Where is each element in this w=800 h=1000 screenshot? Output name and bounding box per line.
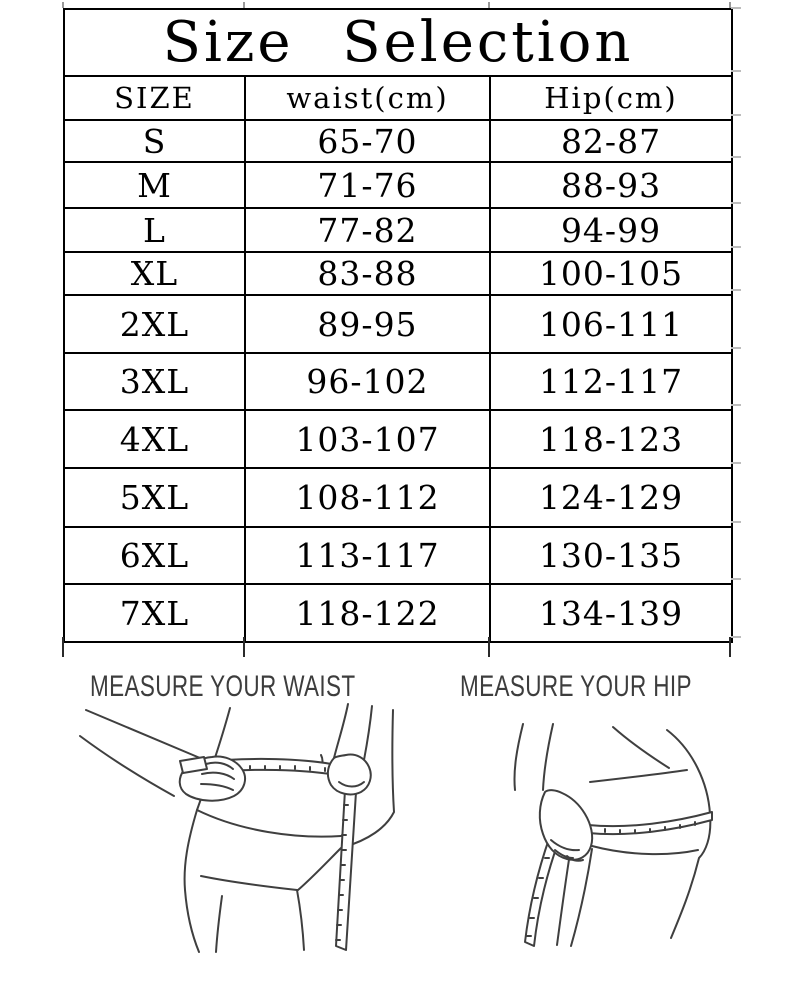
hip-cell: 88-93: [490, 162, 732, 208]
waist-cell: 118-122: [245, 584, 490, 642]
table-row: [64, 468, 732, 527]
table-row: [64, 527, 732, 584]
size-cell: L: [64, 208, 245, 252]
hip-caption: MEASURE YOUR HIP: [460, 670, 692, 703]
waist-cell: 96-102: [245, 353, 490, 410]
size-table: [63, 8, 733, 643]
col-header-size: SIZE: [64, 76, 245, 120]
hip-cell: 100-105: [490, 252, 732, 295]
waist-cell: 77-82: [245, 208, 490, 252]
waist-cell: 89-95: [245, 295, 490, 353]
table-row: [64, 584, 732, 642]
waist-measure-illustration: [80, 700, 430, 958]
size-cell: 7XL: [64, 584, 245, 642]
size-cell: 4XL: [64, 410, 245, 468]
right-hand: [328, 704, 372, 794]
waist-cell: 103-107: [245, 410, 490, 468]
hip-cell: 82-87: [490, 120, 732, 162]
hip-cell: 106-111: [490, 295, 732, 353]
hip-cell: 134-139: [490, 584, 732, 642]
page-title: Size Selection: [64, 9, 732, 76]
hip-cell: 118-123: [490, 410, 732, 468]
torso-outline: [185, 708, 394, 952]
table-row: [64, 295, 732, 353]
hip-cell: 94-99: [490, 208, 732, 252]
col-header-waist: waist(cm): [245, 76, 490, 120]
size-cell: 3XL: [64, 353, 245, 410]
table-row: [64, 410, 732, 468]
size-cell: 6XL: [64, 527, 245, 584]
table-row: [64, 208, 732, 252]
table-row: [64, 353, 732, 410]
table-row: [64, 162, 732, 208]
size-cell: M: [64, 162, 245, 208]
waist-cell: 83-88: [245, 252, 490, 295]
size-cell: 2XL: [64, 295, 245, 353]
size-cell: S: [64, 120, 245, 162]
table-header-row: [64, 76, 732, 120]
waist-caption: MEASURE YOUR WAIST: [90, 670, 356, 703]
hip-cell: 124-129: [490, 468, 732, 527]
size-cell: XL: [64, 252, 245, 295]
hip-cell: 130-135: [490, 527, 732, 584]
left-hand: [80, 710, 245, 801]
waist-cell: 113-117: [245, 527, 490, 584]
col-header-hip: Hip(cm): [490, 76, 732, 120]
table-row: [64, 252, 732, 295]
table-row: [64, 120, 732, 162]
size-cell: 5XL: [64, 468, 245, 527]
hip-measure-illustration: [455, 698, 785, 953]
waist-cell: 65-70: [245, 120, 490, 162]
waist-cell: 108-112: [245, 468, 490, 527]
title-row: [64, 9, 732, 76]
waist-cell: 71-76: [245, 162, 490, 208]
hip-cell: 112-117: [490, 353, 732, 410]
